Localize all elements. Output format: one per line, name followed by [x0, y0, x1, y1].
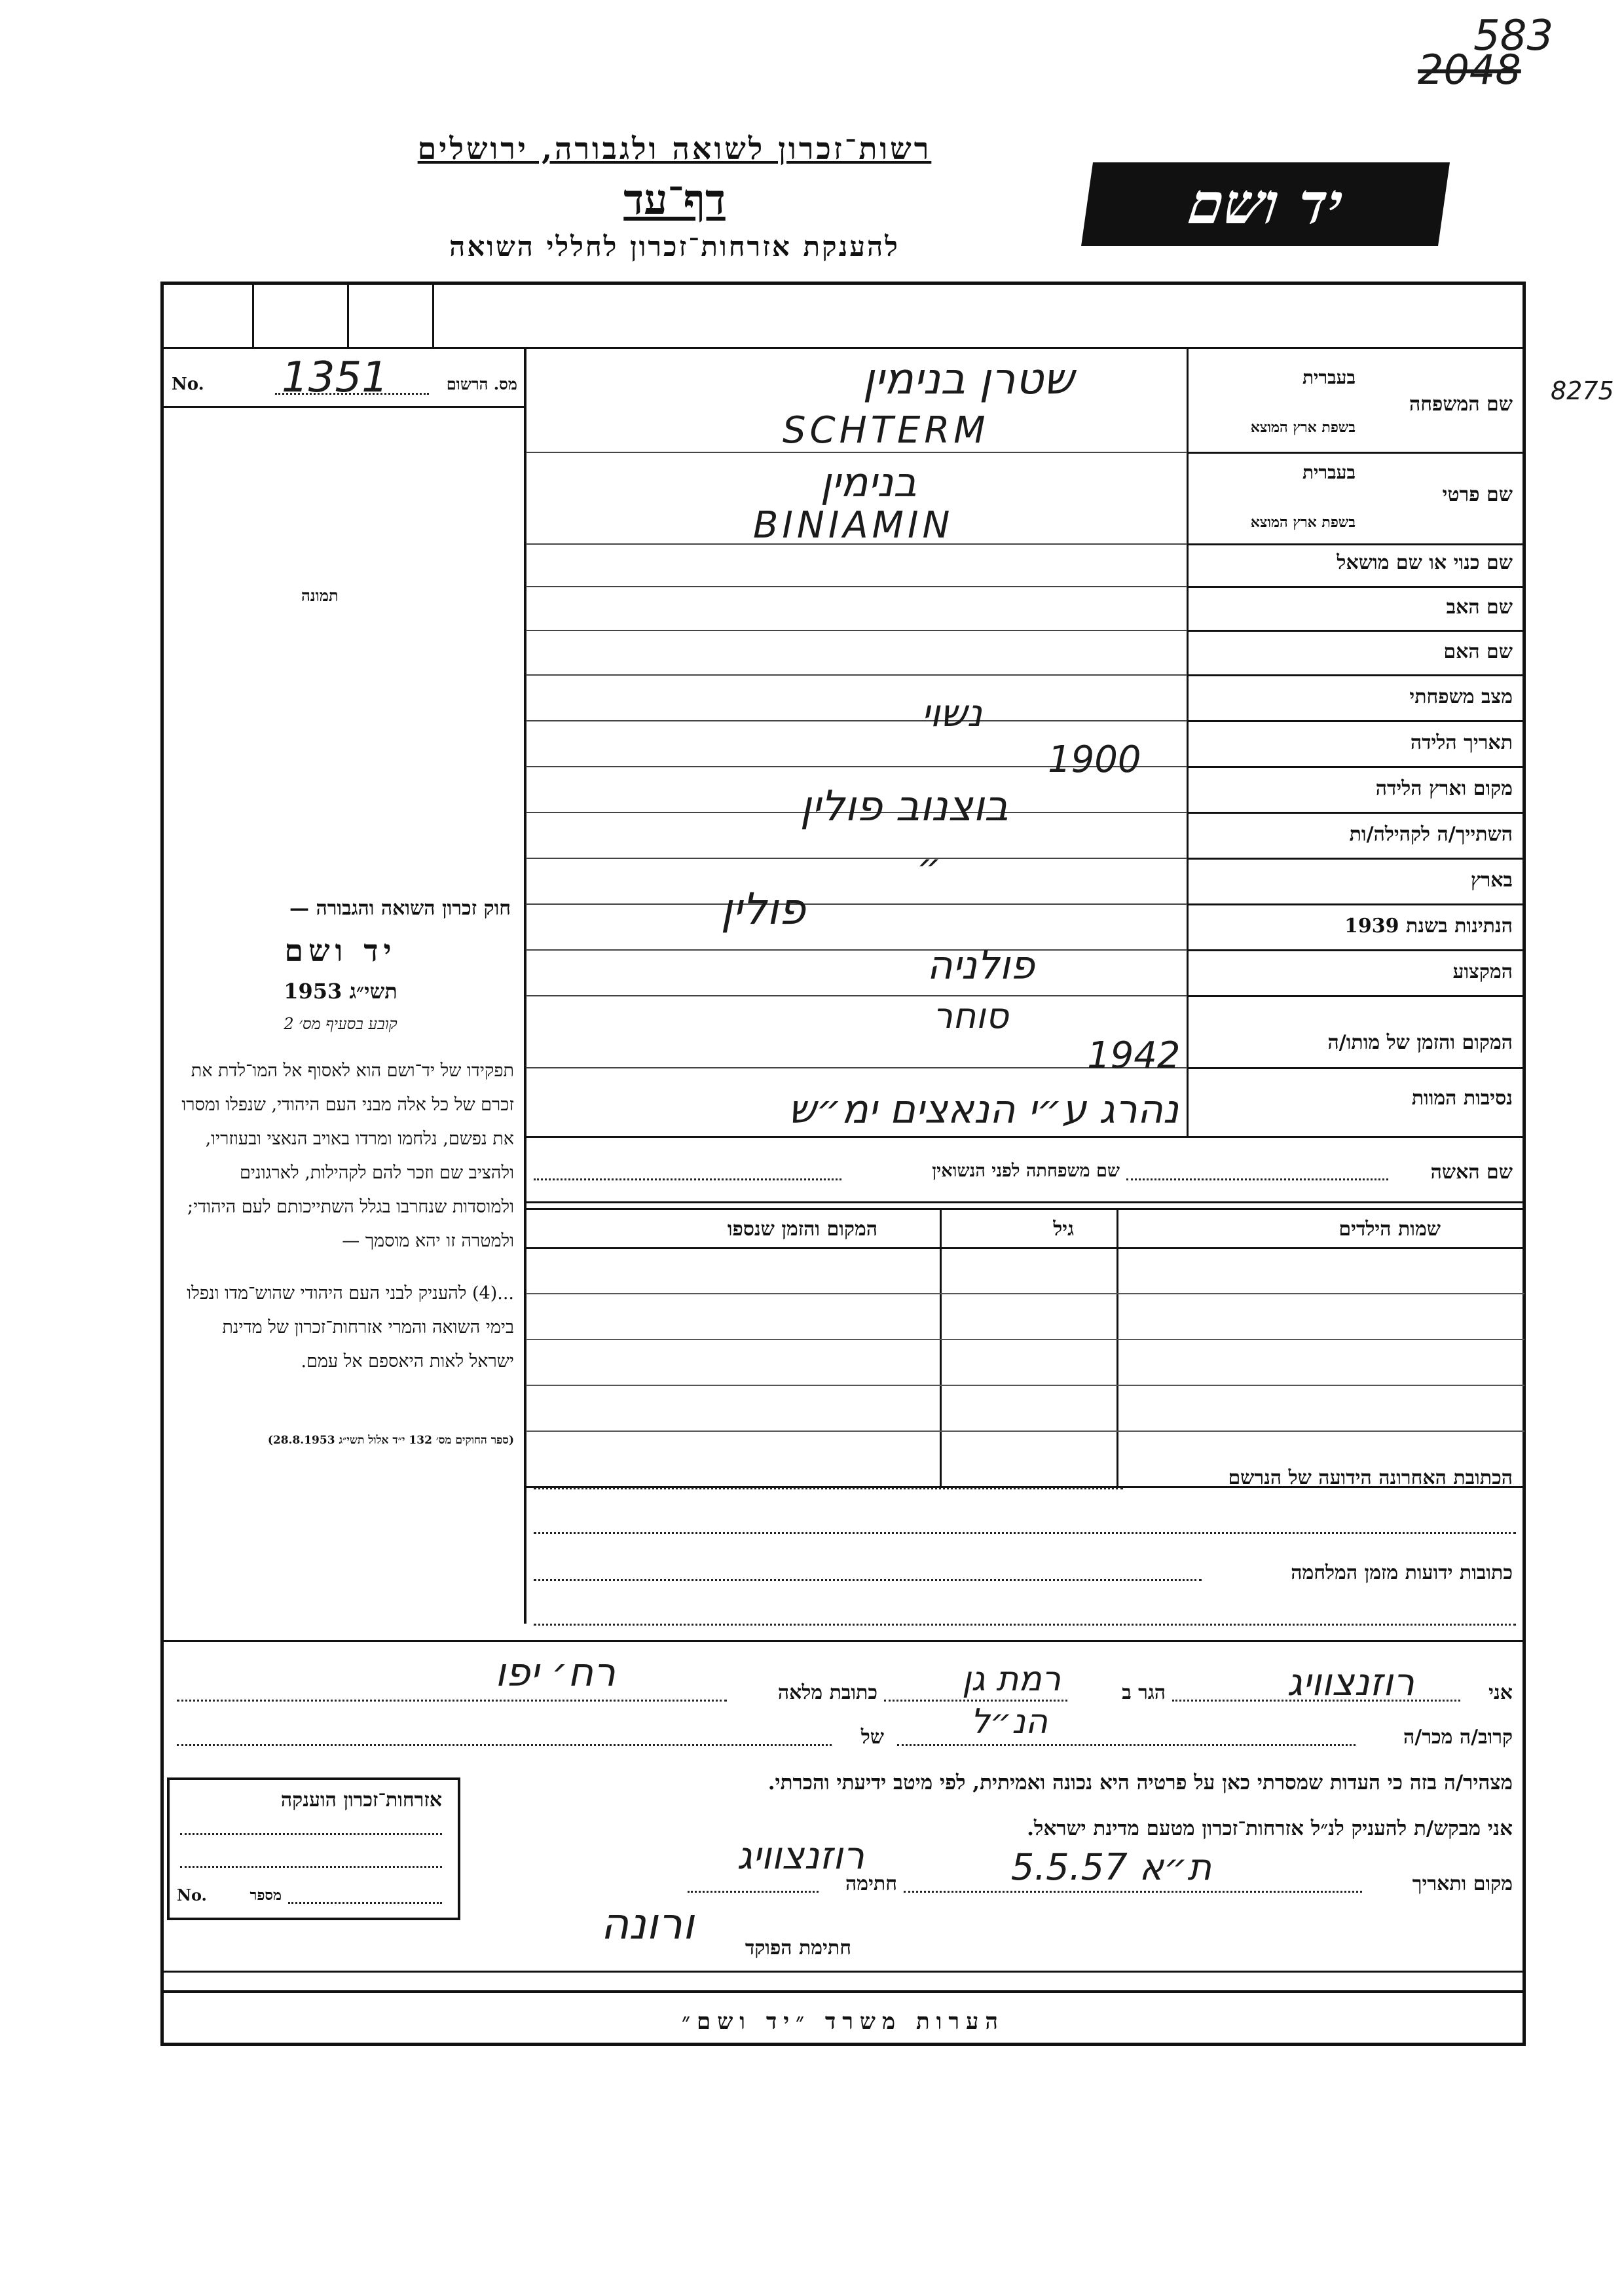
family-name-origin-value: SCHTERM [783, 409, 989, 452]
yad-vashem-logo: יד ושם [1081, 162, 1450, 246]
top-strip-line [160, 347, 1526, 349]
relation-field[interactable] [897, 1744, 1356, 1746]
death-cause-label: נסיבות המוות [1411, 1087, 1513, 1110]
wartime-address-label: כתובות ידועות מזמן המלחמה [1291, 1561, 1513, 1584]
first-name-label: שם פרטי [1442, 483, 1513, 506]
form-subtitle: להענקת אזרחות־זכרון לחללי השואה [449, 230, 900, 263]
law-paragraph-2: ...(4) להעניק לבני העם היהודי שהוש־מדו ונפלו בימי השואה והמרי אזרחות־זכרון של מדינת ישראל לאות היאספם אל עמם. [187, 1283, 514, 1372]
country-label: בארץ [1470, 869, 1513, 892]
last-address-field[interactable] [534, 1487, 1123, 1489]
birth-place-label: מקום וארץ הלידה [1375, 777, 1513, 800]
frame-right [1522, 282, 1526, 2046]
of-label: של [860, 1726, 884, 1749]
citizenship-box-title: אזרחות־זכרון הוענקה [280, 1789, 442, 1812]
officer-signature-label: חתימת הפוקד [745, 1937, 851, 1959]
nationality-value: פולניה [927, 943, 1035, 989]
wife-maiden-field[interactable] [534, 1178, 841, 1180]
archive-old-number: 2048 [1418, 46, 1521, 94]
family-name-hebrew-value: שטרן בנימין [862, 354, 1074, 404]
nickname-label: שם כנוי או שם מושאל [1337, 551, 1513, 574]
law-year: תשי״ג 1953 [284, 979, 397, 1004]
wife-label: שם האשה [1430, 1161, 1513, 1184]
registration-no-label: No. [172, 374, 204, 394]
place-date-field[interactable] [904, 1891, 1362, 1893]
full-address-value: רח׳ יפו [494, 1650, 616, 1696]
country-value: פולין [720, 884, 805, 934]
family-name-label: שם המשפחה [1409, 393, 1513, 416]
declaration-text: מצהיר/ה בזה כי העדות שמסרתי כאן על פרטיה היא נכונה ואמיתית, לפי מיטב ידיעתי והכרתי. [767, 1771, 1513, 1795]
signature-label: חתימה [845, 1872, 897, 1895]
death-place-label: המקום והזמן של מותו/ה [1327, 1031, 1513, 1054]
wartime-address-field[interactable] [534, 1579, 1202, 1581]
profession-value: סוחר [932, 995, 1008, 1036]
marital-value: נשוי [921, 691, 982, 735]
side-number: 8275 [1551, 376, 1614, 405]
officer-signature-value: ורונה [600, 1899, 694, 1949]
request-text: אני מבקש/ת להעניק לנ״ל אזרחות־זכרון מטעם מדינת ישראל. [1027, 1817, 1513, 1840]
resides-label: הגר ב [1122, 1681, 1166, 1704]
registration-label: מס. הרשום [446, 374, 517, 393]
frame-top [160, 282, 1526, 285]
signature-field[interactable] [688, 1891, 819, 1893]
children-place-header: המקום והזמן שנספו [727, 1218, 877, 1241]
signature-value: רוזנצוויג [737, 1833, 864, 1878]
family-name-origin-label: בשפת ארץ המוצא [1250, 419, 1356, 436]
community-label: השתייך/ה לקהילה/ות [1349, 823, 1513, 846]
registration-number: 1351 [282, 354, 388, 402]
death-place-value: 1942 [1087, 1034, 1181, 1077]
family-name-hebrew-label: בעברית [1302, 367, 1356, 388]
archive-number: 583 [1473, 12, 1554, 60]
last-address-label: הכתובת האחרונה הידועה של הנרשם [1228, 1467, 1513, 1489]
mother-label: שם האם [1443, 640, 1513, 663]
law-clause-ref: קובע בסעיף מס׳ 2 [284, 1015, 397, 1033]
form-title: דף־עד [623, 175, 726, 225]
profession-label: המקצוע [1452, 960, 1513, 983]
city-value: רמת גן [962, 1660, 1061, 1699]
first-name-origin-value: BINIAMIN [753, 504, 954, 547]
relation-label: קרוב/ה מכר/ה [1403, 1726, 1513, 1749]
first-name-hebrew-value: בנימין [820, 458, 917, 506]
wife-maiden-label: שם משפחתה לפני הנשואין [932, 1161, 1120, 1181]
left-column-divider [524, 347, 526, 1624]
children-age-header: גיל [1053, 1218, 1074, 1241]
community-value: ״ [917, 845, 942, 889]
declarant-i-label: אני [1488, 1681, 1513, 1704]
relation-value: הנ״ל [970, 1702, 1048, 1741]
birth-date-label: תאריך הלידה [1410, 731, 1513, 754]
photo-label: תמונה [301, 586, 339, 605]
citizenship-no-label: No. [177, 1886, 207, 1904]
frame-left [160, 282, 164, 2046]
law-name: יד ושם [284, 933, 397, 968]
death-cause-value: נהרג ע״י הנאצים ימ״ש [788, 1087, 1179, 1133]
law-citation: (ספר החוקים מס׳ 132 י״ד אלול תשי״ג 28.8.1953) [267, 1434, 514, 1447]
place-date-value: ת״א 5.5.57 [1010, 1846, 1211, 1889]
wife-field[interactable] [1126, 1178, 1388, 1180]
citizenship-number-label: מספר [249, 1887, 282, 1904]
frame-bottom [160, 2043, 1526, 2046]
full-address-label: כתובת מלאה [777, 1681, 877, 1704]
city-field[interactable] [884, 1700, 1067, 1702]
remarks-label: הערות משרד ״יד ושם״ [682, 2009, 1005, 2035]
law-title: חוק זכרון השואה והגבורה — [289, 897, 511, 920]
first-name-hebrew-label: בעברית [1302, 462, 1356, 483]
authority-title: רשות־זכרון לשואה ולגבורה, ירושלים [417, 131, 932, 166]
nationality-label: הנתינות בשנת 1939 [1344, 915, 1513, 938]
marital-label: מצב משפחתי [1409, 685, 1513, 708]
full-address-field[interactable] [177, 1700, 727, 1702]
label-column-divider [1187, 347, 1189, 1136]
place-date-label: מקום ותאריך [1412, 1872, 1513, 1895]
birth-place-value: בוצנוב פולין [800, 782, 1008, 831]
children-names-header: שמות הילדים [1338, 1218, 1441, 1241]
law-paragraph-1: תפקידו של יד־ושם הוא לאסוף אל המו־לדת את זכרם של כל אלה מבני העם היהודי, שנפלו ומסרו את נפשם, נלחמו ומרדו באויב הנאצי ובעוזריו, ולהציב שם וזכר להם לקהילות, לארגונים ולמוסדות שנחרבו בגלל השתייכותם לעם היהודי; ולמטרה זו יהא מוסמך — [181, 1061, 514, 1251]
first-name-origin-label: בשפת ארץ המוצא [1250, 514, 1356, 531]
declarant-name-value: רוזנצוויג [1287, 1660, 1414, 1704]
birth-date-value: 1900 [1048, 738, 1141, 781]
father-label: שם האב [1446, 596, 1513, 619]
